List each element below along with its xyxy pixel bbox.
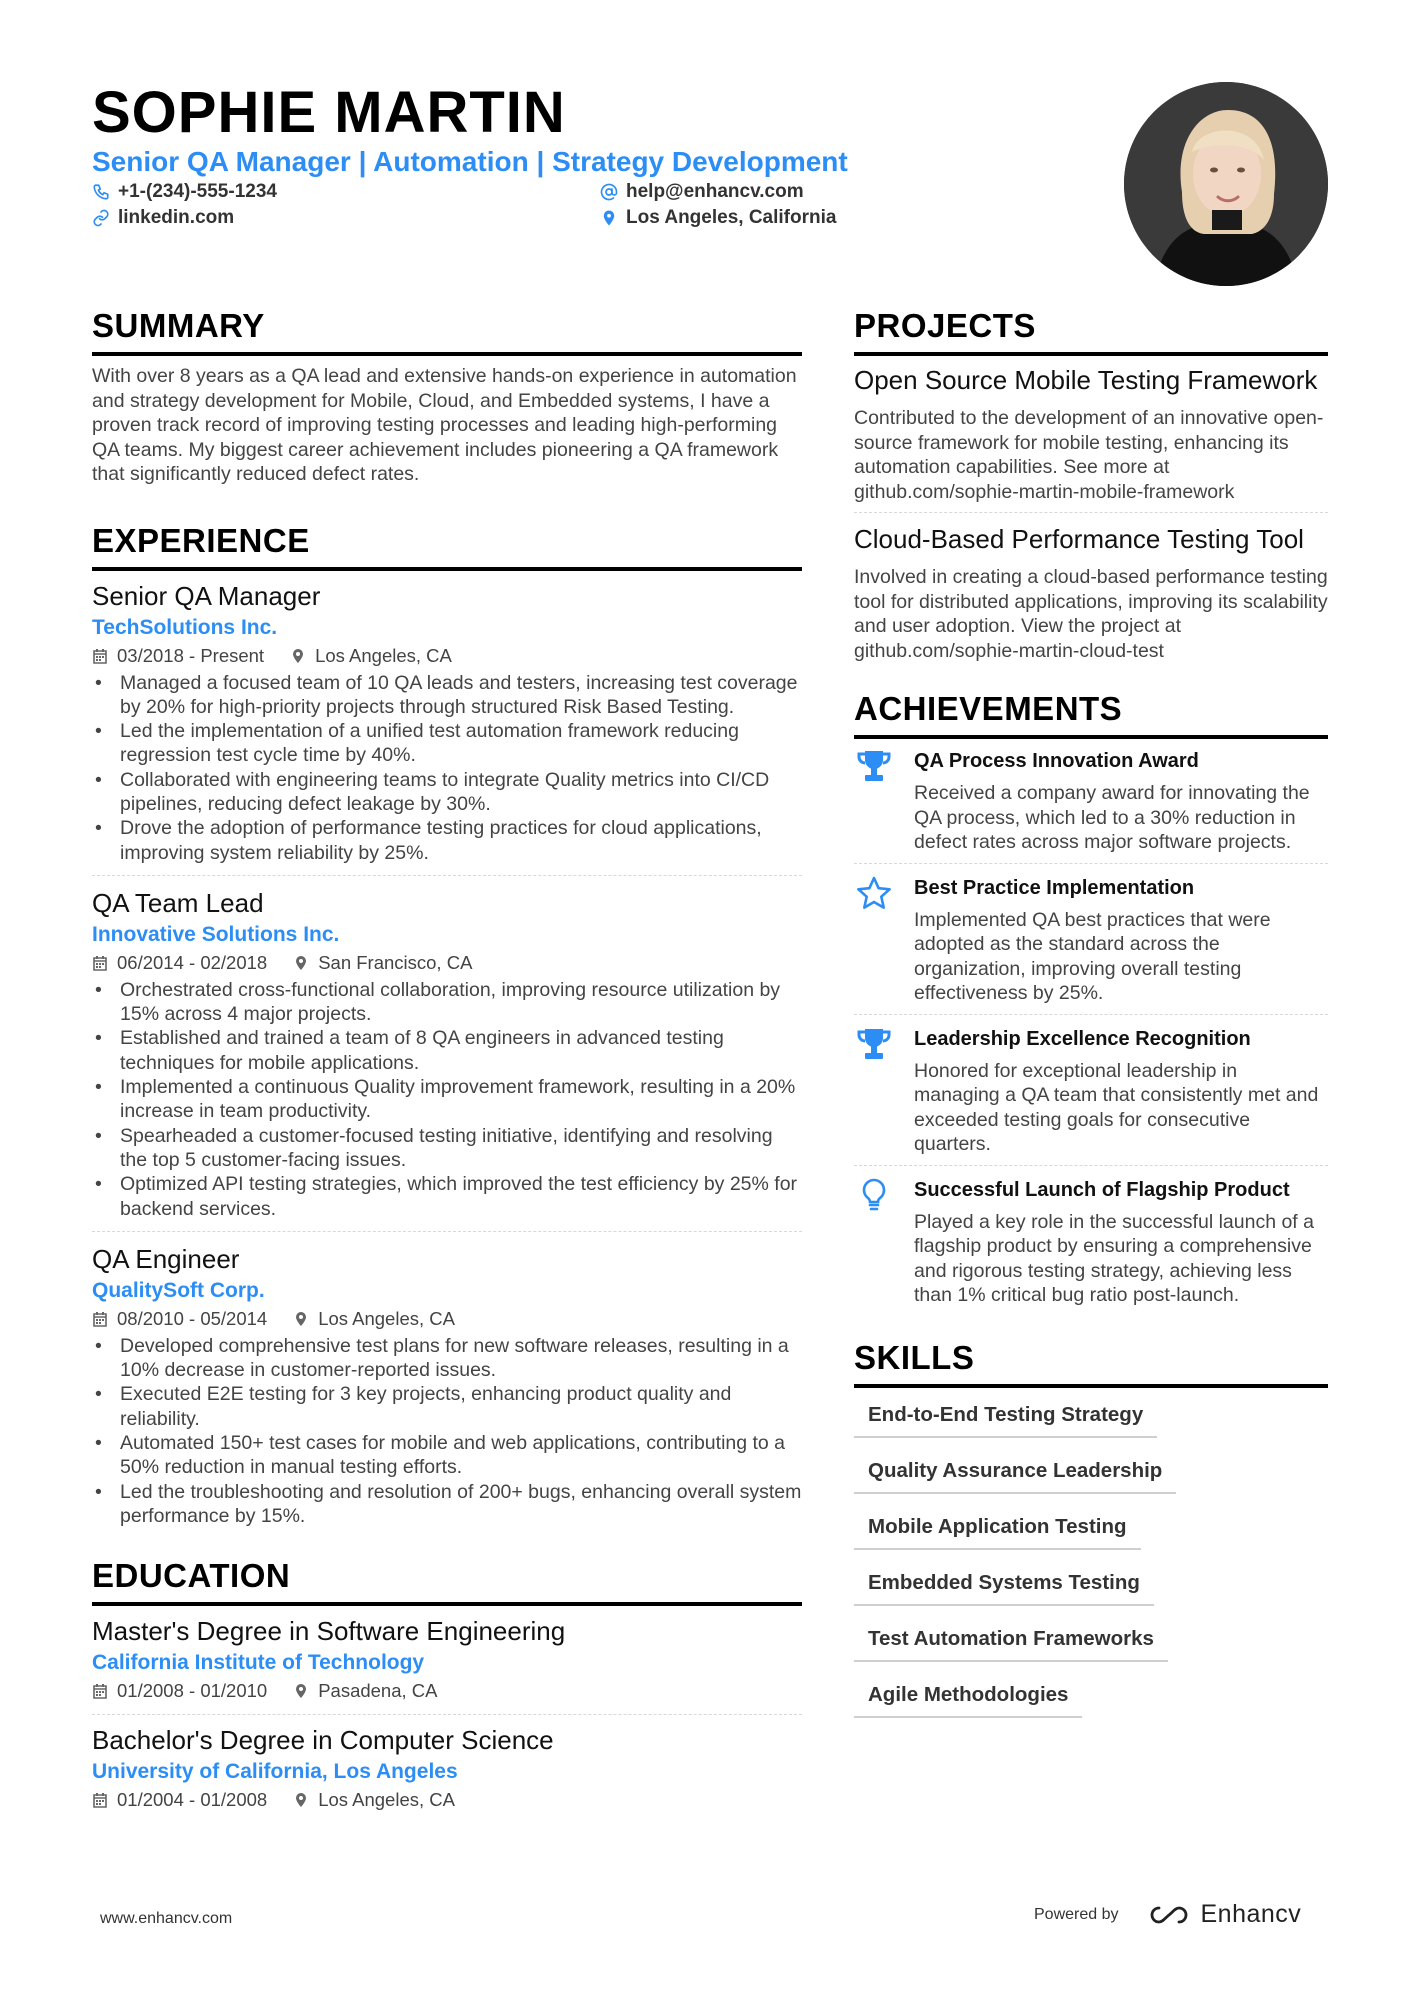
job-bullet: • Automated 150+ test cases for mobile and web applications, contributing to a 50% reduction in manual testing efforts. [92,1431,802,1480]
skills-list [854,1396,1328,1734]
map-pin-icon [293,955,309,971]
job-location: San Francisco, CA [318,951,473,973]
job-dates: 03/2018 - Present [117,644,265,666]
experience-item [92,886,802,1232]
company-name: QualitySoft Corp. [92,1278,265,1302]
job-dates: 08/2010 - 05/2014 [117,1307,268,1329]
company-name: TechSolutions Inc. [92,615,278,639]
job-title: QA Team Lead [92,887,264,918]
enhancv-logo-icon [1145,1902,1193,1928]
right-column [854,306,1328,1734]
job-location: Los Angeles, CA [318,1307,455,1329]
experience-section [92,521,802,1539]
map-pin-icon [293,1683,309,1699]
job-bullet: • Optimized API testing strategies, which improved the test efficiency by 25% for backend services. [92,1172,802,1221]
brand-name: Enhancv [1200,1900,1302,1928]
calendar-icon [92,1311,108,1327]
education-dates: 01/2004 - 01/2008 [117,1789,268,1811]
trophy-icon [856,1027,892,1061]
candidate-tagline: Senior QA Manager | Automation | Strategy Development [92,146,848,177]
skill-tag: Agile Methodologies [854,1678,1082,1718]
calendar-icon [92,1792,108,1808]
achievement-title: Successful Launch of Flagship Product [914,1178,1290,1201]
job-dates: 06/2014 - 02/2018 [117,951,268,973]
degree-title: Master's Degree in Software Engineering [92,1616,566,1647]
job-bullet: • Executed E2E testing for 3 key projects, enhancing product quality and reliability. [92,1382,802,1431]
skill-tag: Quality Assurance Leadership [854,1454,1176,1494]
map-pin-icon [600,209,618,227]
education-item [92,1614,802,1715]
projects-heading: PROJECTS [854,306,1328,356]
job-bullet: • Led the troubleshooting and resolution of 200+ bugs, enhancing overall system performance by 15%. [92,1480,802,1529]
link-icon [92,209,110,227]
job-bullet: • Orchestrated cross-functional collaboration, improving resource utilization by 15% across 4 major projects. [92,978,802,1027]
project-title: Cloud-Based Performance Testing Tool [854,524,1304,554]
achievement-text: Played a key role in the successful launch of a flagship product by ensuring a comprehensive and rigorous testing strategy, achieving less than 1% critical bug ratio post-launch. [914,1210,1314,1306]
job-bullet: • Implemented a continuous Quality improvement framework, resulting in a 20% increase in team productivity. [92,1075,802,1124]
left-column [92,306,802,1835]
linkedin-contact[interactable] [92,206,234,230]
phone-icon [92,183,110,201]
skill-tag: Mobile Application Testing [854,1510,1141,1550]
project-description: Involved in creating a cloud-based performance testing tool for distributed applications, improving its scalability and user adoption. View the project at github.com/sophie-martin-cloud-test [854,566,1328,662]
footer-branding [1034,1900,1301,1929]
project-title: Open Source Mobile Testing Framework [854,365,1318,395]
skill-tag: End-to-End Testing Strategy [854,1398,1157,1438]
achievement-title: Leadership Excellence Recognition [914,1027,1251,1050]
achievement-text: Implemented QA best practices that were adopted as the standard across the organization, improving overall testing effectiveness by 25%. [914,908,1271,1004]
project-description: Contributed to the development of an innovative open-source framework for mobile testing, enhancing its automation capabilities. See more at github.com/sophie-martin-mobile-framework [854,407,1324,503]
trophy-icon [856,749,892,783]
calendar-icon [92,1683,108,1699]
project-item [854,523,1328,671]
achievements-heading: ACHIEVEMENTS [854,689,1328,739]
star-icon [856,876,892,910]
experience-heading: EXPERIENCE [92,521,802,571]
map-pin-icon [293,1792,309,1808]
project-item [854,364,1328,513]
education-meta [92,1787,802,1813]
experience-item [92,1242,802,1538]
enhancv-logo[interactable] [1145,1900,1302,1929]
education-heading: EDUCATION [92,1556,802,1606]
achievement-text: Honored for exceptional leadership in managing a QA team that consistently met and exceeded testing goals for consecutive quarters. [914,1059,1319,1155]
degree-title: Bachelor's Degree in Computer Science [92,1725,554,1756]
company-name: Innovative Solutions Inc. [92,922,340,946]
map-pin-icon [293,1311,309,1327]
powered-by-text: Powered by [1034,1905,1119,1923]
education-location: Pasadena, CA [318,1680,438,1702]
projects-section [854,306,1328,671]
at-sign-icon [600,183,618,201]
job-title: Senior QA Manager [92,580,321,611]
summary-section [92,306,802,487]
achievement-title: QA Process Innovation Award [914,750,1199,772]
job-bullet: • Drove the adoption of performance testing practices for cloud applications, improving system reliability by 25%. [92,816,802,865]
job-bullet: • Developed comprehensive test plans for new software releases, resulting in a 10% decrease in customer-reported issues. [92,1334,802,1383]
calendar-icon [92,955,108,971]
achievement-title: Best Practice Implementation [914,876,1195,899]
phone-text: +1-(234)-555-1234 [118,181,277,202]
summary-text: With over 8 years as a QA lead and extensive hands-on experience in automation and strategy development for Mobile, Cloud, and Embedded systems, I have a proven track record of improving testing processes and leading high-performing QA teams. My biggest career achievement includes pioneering a QA framework that significantly reduced defect rates. [92,365,797,485]
skill-tag: Test Automation Frameworks [854,1622,1168,1662]
candidate-name: SOPHIE MARTIN [92,80,566,145]
job-bullet: • Managed a focused team of 10 QA leads and testers, increasing test coverage by 20% for high-priority projects through structured Risk Based Testing. [92,671,802,720]
school-name: University of California, Los Angeles [92,1760,458,1784]
achievements-section [854,689,1328,1316]
map-pin-icon [290,648,306,664]
achievement-item [854,747,1328,864]
phone-contact [92,180,277,204]
job-meta [92,950,802,976]
calendar-icon [92,648,108,664]
email-text[interactable]: help@enhancv.com [626,181,804,202]
summary-heading: SUMMARY [92,306,802,356]
location-contact [600,206,836,230]
achievement-item [854,1176,1328,1316]
job-bullets [92,1334,802,1528]
achievement-text: Received a company award for innovating the QA process, which led to a 30% reduction in defect rates across major software projects. [914,782,1310,853]
school-name: California Institute of Technology [92,1651,425,1675]
job-bullet: • Led the implementation of a unified test automation framework reducing regression test cycle time by 40%. [92,719,802,768]
job-bullet: • Spearheaded a customer-focused testing initiative, identifying and resolving the top 5 customer-facing issues. [92,1124,802,1173]
experience-item [92,579,802,876]
job-location: Los Angeles, CA [315,644,452,666]
location-text: Los Angeles, California [626,207,837,228]
lightbulb-icon [856,1178,892,1212]
achievement-item [854,1025,1328,1166]
skill-tag: Embedded Systems Testing [854,1566,1154,1606]
job-meta [92,1306,802,1332]
skills-heading: SKILLS [854,1338,1328,1388]
education-dates: 01/2008 - 01/2010 [117,1680,268,1702]
job-title: QA Engineer [92,1243,240,1274]
education-meta [92,1678,802,1704]
job-bullets [92,671,802,865]
footer-website[interactable]: www.enhancv.com [100,1910,233,1927]
education-item [92,1723,802,1825]
job-bullet: • Established and trained a team of 8 QA engineers in advanced testing techniques for mobile applications. [92,1026,802,1075]
email-contact[interactable] [600,180,804,204]
job-bullet: • Collaborated with engineering teams to integrate Quality metrics into CI/CD pipelines, reducing defect leakage by 30%. [92,768,802,817]
job-meta [92,643,802,669]
achievement-item [854,874,1328,1015]
linkedin-text[interactable]: linkedin.com [118,207,235,228]
job-bullets [92,978,802,1221]
education-section [92,1556,802,1825]
skills-section [854,1338,1328,1734]
profile-photo [1124,82,1328,286]
education-location: Los Angeles, CA [318,1789,455,1811]
